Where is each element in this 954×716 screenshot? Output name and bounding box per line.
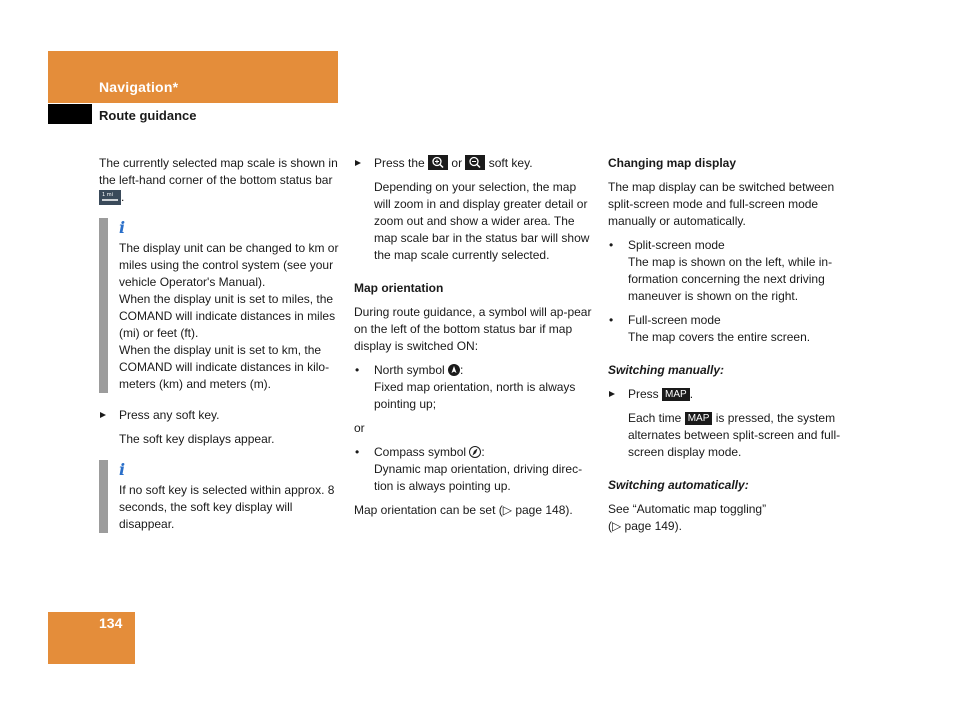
info-note-display-unit: [99, 218, 339, 393]
svg-text:1 mi: 1 mi: [102, 192, 114, 198]
heading-map-orientation: Map orientation: [354, 281, 444, 295]
info-line: The display unit can be changed to km or miles using the control system (see your vehicle Operator's Manual).: [119, 241, 339, 289]
column-middle: [354, 155, 594, 526]
info-bar: [99, 460, 108, 533]
info-icon: i: [119, 218, 126, 237]
intro-paragraph: The currently selected map scale is shown in the left-hand corner of the bottom status bar 1 mi .: [99, 156, 338, 204]
heading-switching-manually: Switching manually:: [608, 363, 725, 377]
bullet-split-screen: • Split-screen mode The map is shown on the left, while in-formation concerning the next driving maneuver is shown on the right.: [609, 238, 833, 303]
step-arrow-icon: [355, 160, 361, 166]
info-line: When the display unit is set to miles, the COMAND will indicate distances in miles (mi) or feet (ft).: [119, 292, 336, 340]
bullet-dot: •: [355, 445, 360, 459]
heading-changing-map-display: Changing map display: [608, 156, 737, 170]
bullet-north-symbol: • North symbol : Fixed map orientation, north is always pointing up;: [355, 363, 576, 411]
step-press-map: Press MAP .: [608, 386, 848, 403]
bullet-compass-symbol: • Compass symbol : Dynamic map orientation, driving direc-tion is always pointing up.: [355, 445, 583, 493]
heading-switching-automatically: Switching automatically:: [608, 478, 749, 492]
bullet-dot: •: [355, 363, 360, 377]
bullet-dot: •: [609, 238, 614, 252]
or-text: or: [354, 421, 365, 435]
map-key: MAP: [685, 412, 713, 425]
zoom-out-icon: [465, 155, 485, 170]
column-right: [608, 155, 848, 542]
display-intro: The map display can be switched between split-screen mode and full-screen mode manually or automatically.: [608, 180, 835, 228]
orientation-footer: Map orientation can be set (▷ page 148).: [354, 503, 573, 517]
compass-symbol-icon: [469, 446, 481, 458]
page-number: 134: [99, 615, 123, 631]
section-header-band: [48, 51, 338, 103]
step-result: The soft key displays appear.: [119, 432, 275, 446]
step-arrow-icon: [100, 412, 106, 418]
info-bar: [99, 218, 108, 393]
map-scale-icon: [99, 190, 121, 205]
step-press-zoom: Press the or soft key.: [354, 155, 594, 172]
map-key: MAP: [662, 388, 690, 401]
orientation-intro: During route guidance, a symbol will ap-pear on the left of the bottom status bar if map display is switched ON:: [354, 305, 592, 353]
section-title: Navigation*: [99, 79, 179, 95]
bullet-dot: •: [609, 313, 614, 327]
subsection-marker: [48, 104, 92, 124]
see-reference: See “Automatic map toggling” (▷ page 149).: [608, 502, 767, 533]
subsection-title: Route guidance: [99, 108, 197, 123]
north-symbol-icon: [448, 364, 460, 376]
info-icon: i: [119, 460, 126, 479]
zoom-result: Depending on your selection, the map will zoom in and display greater detail or zoom out and show a wider area. The map scale bar in the status bar will show the map scale currently selected.: [374, 180, 590, 262]
column-left: [99, 155, 339, 547]
info-note-soft-key: [99, 460, 339, 533]
map-key-result: Each time MAP is pressed, the system alternates between split-screen and full-screen display mode.: [628, 411, 841, 459]
bullet-full-screen: • Full-screen mode The map covers the entire screen.: [609, 313, 811, 344]
step-arrow-icon: [609, 391, 615, 397]
info-text: If no soft key is selected within approx. 8 seconds, the soft key display will disappear.: [119, 483, 335, 531]
zoom-in-icon: [428, 155, 448, 170]
info-line: When the display unit is set to km, the COMAND will indicate distances in kilo-meters (km) and meters (m).: [119, 343, 330, 391]
step-press-soft-key: Press any soft key.: [99, 407, 339, 424]
